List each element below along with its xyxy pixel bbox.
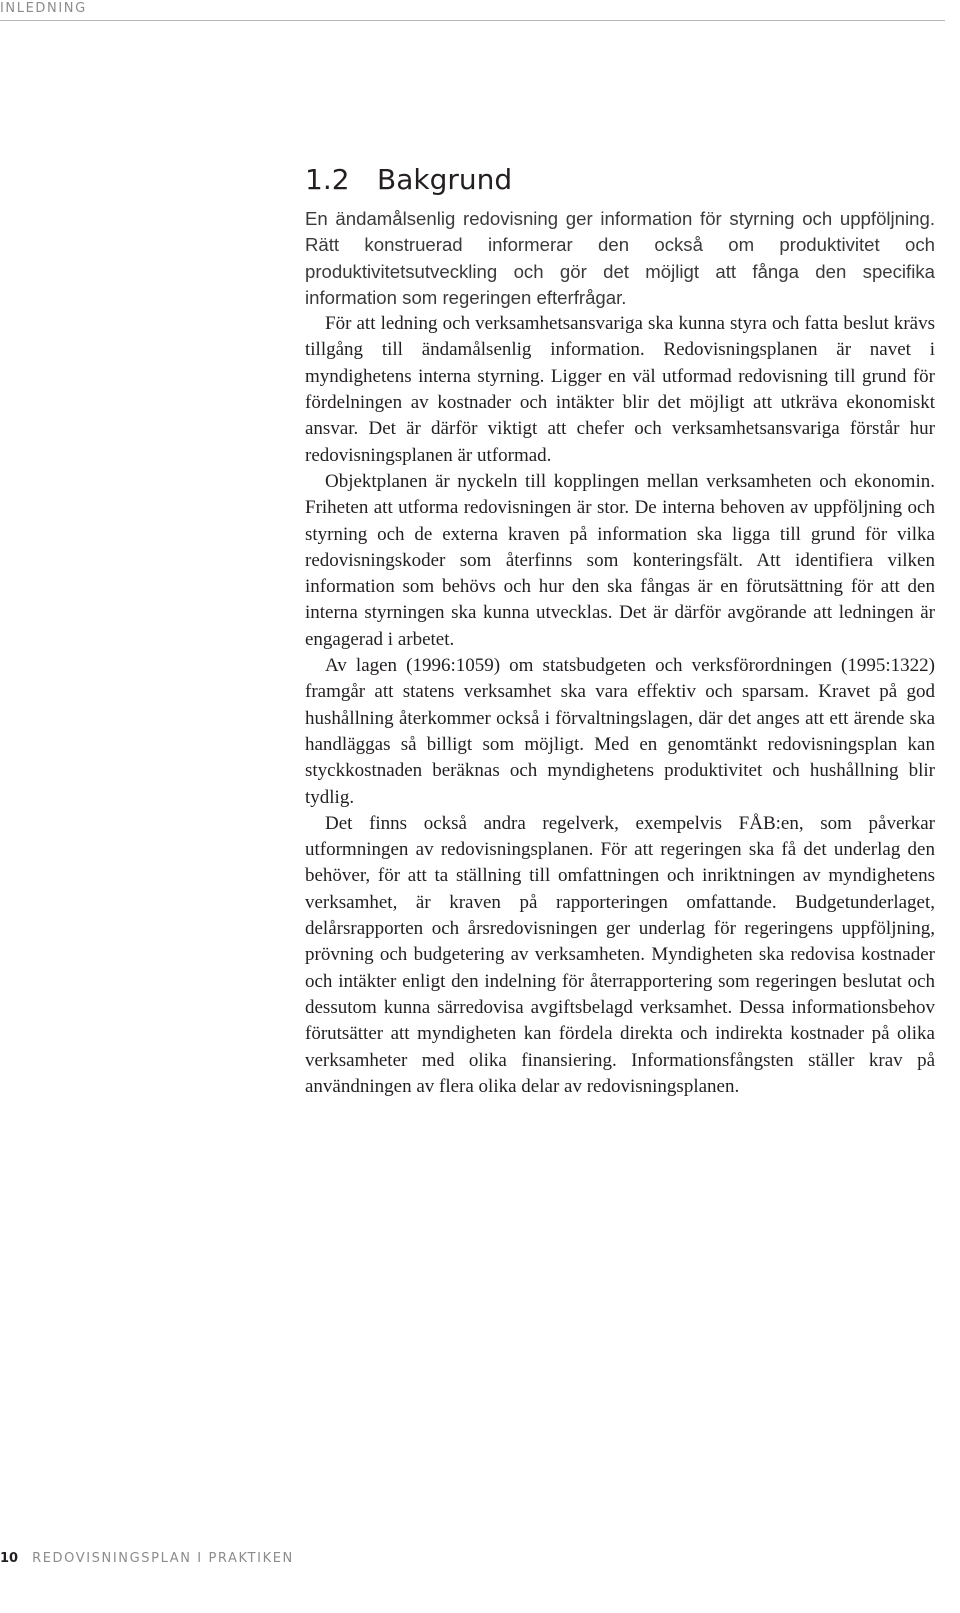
paragraph-objektplanen: Objektplanen är nyckeln till kopplingen mellan verksamheten och ekonomin. Friheten att utforma redovisningen är stor. De interna behoven av uppföljning och styrning och de externa kraven på information ska ligga till grund för vilka redovisningskoder som återfinns som konteringsfält. Att identifiera vilken information som behövs och hur den ska fångas är en förutsättning för att den interna styrningen ska kunna utvecklas. Det är därför avgörande att ledningen är engagerad i arbetet. bbox=[305, 470, 935, 650]
paragraph-intro: En ändamålsenlig redovisning ger information för styrning och uppföljning. Rätt konstruerad informerar den också om produktivitet och produktivitetsutveckling och gör det möjligt att fånga den specifika information som regeringen efterfrågar. bbox=[305, 208, 935, 308]
section-number: 1.2 bbox=[305, 163, 350, 196]
section-title: Bakgrund bbox=[377, 163, 513, 196]
running-header: INLEDNING bbox=[0, 1, 87, 16]
paragraph-regelverk: Det finns också andra regelverk, exempelvis FÅB:en, som påverkar utformningen av redovisningsplanen. För att regeringen ska få det underlag den behöver, för att ta ställning till omfattningen och inriktningen av myndighetens verksamhet, är kraven på rapporteringen omfattande. Budgetunderlaget, delårsrapporten och årsredovisningen ger underlag för regeringens uppföljning, prövning och budgetering av verksamheten. Myndigheten ska redovisa kostnader och intäkter enligt den indelning för återrapportering som regeringen beslutat och dessutom kunna särredovisa avgiftsbelagd verksamhet. Dessa informationsbehov förutsätter att myndigheten kan fördela direkta och indirekta kostnader på olika verksamheter med olika finansiering. Informationsfångsten ställer krav på användningen av flera olika delar av redovisningsplanen. bbox=[305, 812, 935, 1097]
paragraph-ledning: För att ledning och verksamhetsansvariga ska kunna styra och fatta beslut krävs tillgång till ändamålsenlig information. Redovisningsplanen är navet i myndighetens interna styrning. Ligger en väl utformad redovisning till grund för fördelningen av kostnader och intäkter blir det möjligt att utkräva ekonomiskt ansvar. Det är därför viktigt att chefer och verksamhetsansvariga förstår hur redovisningsplanen är utformad. bbox=[305, 313, 935, 466]
publication-title: REDOVISNINGSPLAN I PRAKTIKEN bbox=[32, 1551, 294, 1566]
header-divider bbox=[0, 20, 945, 21]
page-footer bbox=[0, 1551, 294, 1566]
section-bakgrund bbox=[305, 160, 935, 1100]
section-heading bbox=[305, 160, 935, 200]
paragraph-lagen: Av lagen (1996:1059) om statsbudgeten och verksförordningen (1995:1322) framgår att statens verksamhet ska vara effektiv och sparsam. Kravet på god hushållning återkommer också i förvaltningslagen, där det anges att ett ärende ska handläggas så billigt som möjligt. Med en genomtänkt redovisningsplan kan styckkostnaden beräknas och myndighetens produktivitet och hushållning blir tydlig. bbox=[305, 655, 935, 808]
page-number: 10 bbox=[0, 1551, 19, 1566]
